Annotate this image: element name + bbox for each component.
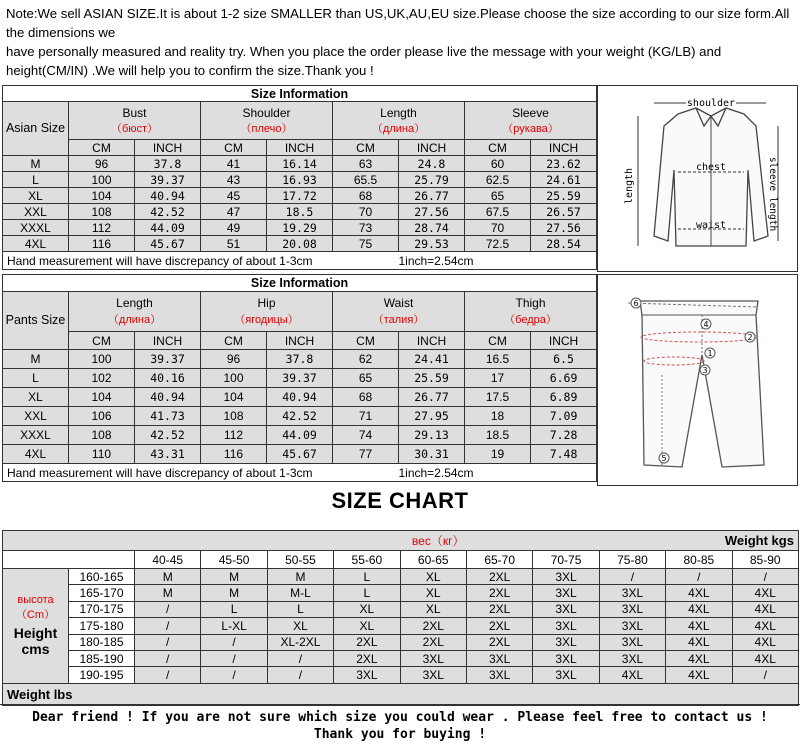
size-recommendation-cell: /: [732, 569, 798, 585]
value-cell: 49: [201, 220, 267, 236]
value-cell: 17.5: [465, 388, 531, 407]
value-cell: 70: [465, 220, 531, 236]
value-cell: 26.77: [399, 188, 465, 204]
size-recommendation-cell: 3XL: [400, 650, 466, 666]
table-row: [3, 236, 597, 252]
table-row: [3, 369, 597, 388]
pants-marker-4: 4: [703, 320, 709, 329]
size-recommendation-cell: /: [201, 667, 267, 683]
value-cell: 40.94: [135, 388, 201, 407]
table-row: [3, 156, 597, 172]
size-recommendation-cell: /: [135, 618, 201, 634]
table-row: [3, 188, 597, 204]
table-row: [3, 172, 597, 188]
size-recommendation-cell: L-XL: [201, 618, 267, 634]
pants-unit-row: CM INCH CM INCH CM INCH CM INCH: [3, 332, 597, 350]
size-recommendation-cell: 4XL: [666, 667, 732, 683]
value-cell: 47: [201, 204, 267, 220]
table-row: [3, 634, 799, 650]
size-recommendation-cell: M: [201, 569, 267, 585]
pants-marker-6: 6: [633, 299, 639, 308]
size-recommendation-cell: XL-2XL: [267, 634, 333, 650]
value-cell: 108: [69, 426, 135, 445]
table-row: [3, 618, 799, 634]
table-row: [3, 204, 597, 220]
weight-lbs-label: Weight lbs: [3, 683, 799, 705]
size-recommendation-cell: 4XL: [666, 618, 732, 634]
value-cell: 108: [201, 407, 267, 426]
value-cell: 104: [69, 388, 135, 407]
value-cell: 70: [333, 204, 399, 220]
value-cell: 51: [201, 236, 267, 252]
value-cell: 25.59: [531, 188, 597, 204]
size-recommendation-cell: M: [201, 585, 267, 601]
waist-label: waist: [695, 220, 727, 231]
pants-size-table: [2, 274, 597, 482]
size-recommendation-cell: 4XL: [666, 601, 732, 617]
table-row: [3, 650, 799, 666]
contact-message: [0, 704, 800, 747]
size-recommendation-cell: 4XL: [732, 650, 798, 666]
size-recommendation-cell: XL: [400, 601, 466, 617]
table-row: [3, 388, 597, 407]
weight-range-cell: 45-50: [201, 551, 267, 569]
weight-range-cell: 65-70: [466, 551, 532, 569]
pants-diagram: [597, 274, 798, 486]
value-cell: 102: [69, 369, 135, 388]
size-recommendation-cell: /: [267, 650, 333, 666]
value-cell: 42.52: [135, 426, 201, 445]
size-recommendation-cell: /: [599, 569, 665, 585]
size-recommendation-cell: XL: [267, 618, 333, 634]
bust-header: Bust （бюст）: [69, 102, 201, 140]
asian-size-header: Asian Size: [3, 102, 69, 156]
value-cell: 96: [201, 350, 267, 369]
size-recommendation-cell: 2XL: [400, 634, 466, 650]
weight-range-cell: 40-45: [135, 551, 201, 569]
size-cell: M: [3, 156, 69, 172]
weight-range-cell: 60-65: [400, 551, 466, 569]
size-recommendation-cell: 3XL: [599, 585, 665, 601]
value-cell: 65: [333, 369, 399, 388]
value-cell: 16.5: [465, 350, 531, 369]
value-cell: 104: [69, 188, 135, 204]
table-row: [3, 585, 799, 601]
value-cell: 45: [201, 188, 267, 204]
value-cell: 71: [333, 407, 399, 426]
table-row: [3, 407, 597, 426]
weight-range-cell: 50-55: [267, 551, 333, 569]
size-cell: XXXL: [3, 426, 69, 445]
table-row: [3, 601, 799, 617]
size-recommendation-cell: 3XL: [599, 601, 665, 617]
value-cell: 28.54: [531, 236, 597, 252]
weight-range-cell: 80-85: [666, 551, 732, 569]
value-cell: 63: [333, 156, 399, 172]
size-recommendation-cell: /: [135, 667, 201, 683]
value-cell: 23.62: [531, 156, 597, 172]
value-cell: 77: [333, 445, 399, 464]
size-recommendation-cell: 4XL: [666, 650, 732, 666]
size-recommendation-cell: 2XL: [334, 634, 400, 650]
shoulder-label: shoulder: [686, 98, 736, 109]
size-recommendation-cell: /: [201, 650, 267, 666]
value-cell: 18: [465, 407, 531, 426]
value-cell: 24.41: [399, 350, 465, 369]
table-row: [3, 569, 799, 585]
pants-size-header: Pants Size: [3, 292, 69, 350]
pants-marker-2: 2: [747, 333, 753, 342]
shirt-table-title: Size Information: [3, 86, 597, 102]
size-note: [0, 0, 800, 85]
value-cell: 116: [201, 445, 267, 464]
size-recommendation-cell: XL: [400, 569, 466, 585]
pants-marker-5: 5: [661, 454, 667, 463]
size-cell: XXL: [3, 407, 69, 426]
chest-label: chest: [695, 162, 727, 173]
waist-header: Waist （талия）: [333, 292, 465, 332]
value-cell: 37.8: [267, 350, 333, 369]
value-cell: 37.8: [135, 156, 201, 172]
value-cell: 100: [201, 369, 267, 388]
value-cell: 27.56: [531, 220, 597, 236]
size-recommendation-cell: 3XL: [533, 667, 599, 683]
size-cell: L: [3, 369, 69, 388]
weight-range-cell: 55-60: [334, 551, 400, 569]
size-recommendation-cell: 4XL: [666, 585, 732, 601]
value-cell: 26.57: [531, 204, 597, 220]
size-recommendation-cell: 3XL: [599, 634, 665, 650]
size-recommendation-cell: 3XL: [533, 601, 599, 617]
contact-line-1: Dear friend ! If you are not sure which size you could wear . Please feel free to contact us !: [32, 710, 768, 725]
table-row: [3, 350, 597, 369]
value-cell: 29.13: [399, 426, 465, 445]
size-recommendation-cell: M: [267, 569, 333, 585]
table-row: [3, 220, 597, 236]
size-recommendation-cell: 3XL: [599, 618, 665, 634]
weight-range-cell: 75-80: [599, 551, 665, 569]
weight-header-row: [3, 551, 799, 569]
size-recommendation-cell: M: [135, 569, 201, 585]
value-cell: 7.09: [531, 407, 597, 426]
size-recommendation-cell: 2XL: [400, 618, 466, 634]
size-recommendation-cell: XL: [334, 601, 400, 617]
value-cell: 16.14: [267, 156, 333, 172]
size-recommendation-cell: 3XL: [599, 650, 665, 666]
value-cell: 104: [201, 388, 267, 407]
value-cell: 75: [333, 236, 399, 252]
value-cell: 7.28: [531, 426, 597, 445]
value-cell: 74: [333, 426, 399, 445]
size-recommendation-cell: 2XL: [334, 650, 400, 666]
value-cell: 68: [333, 388, 399, 407]
size-recommendation-cell: 2XL: [466, 569, 532, 585]
shirt-table-footer: Hand measurement will have discrepancy of about 1-3cm 1inch=2.54cm: [3, 252, 597, 270]
ves-label: вес（кг）: [135, 531, 467, 551]
size-recommendation-cell: L: [201, 601, 267, 617]
value-cell: 108: [69, 204, 135, 220]
value-cell: 116: [69, 236, 135, 252]
value-cell: 110: [69, 445, 135, 464]
value-cell: 39.37: [267, 369, 333, 388]
size-recommendation-cell: 4XL: [732, 601, 798, 617]
value-cell: 40.94: [267, 388, 333, 407]
size-cell: 4XL: [3, 236, 69, 252]
value-cell: 45.67: [135, 236, 201, 252]
value-cell: 6.5: [531, 350, 597, 369]
height-range-cell: 165-170: [69, 585, 135, 601]
value-cell: 19: [465, 445, 531, 464]
weight-kgs-label: Weight kgs: [466, 531, 798, 551]
size-cell: M: [3, 350, 69, 369]
value-cell: 7.48: [531, 445, 597, 464]
value-cell: 30.31: [399, 445, 465, 464]
sleeve-length-label: sleeve length: [767, 156, 778, 232]
size-recommendation-cell: /: [267, 667, 333, 683]
value-cell: 100: [69, 350, 135, 369]
size-recommendation-cell: 3XL: [533, 569, 599, 585]
value-cell: 19.29: [267, 220, 333, 236]
value-cell: 72.5: [465, 236, 531, 252]
height-range-cell: 170-175: [69, 601, 135, 617]
size-recommendation-cell: 3XL: [533, 650, 599, 666]
height-range-cell: 180-185: [69, 634, 135, 650]
size-cell: XL: [3, 388, 69, 407]
size-recommendation-cell: 3XL: [466, 667, 532, 683]
thigh-header: Thigh （бедра）: [465, 292, 597, 332]
shirt-unit-row: CM INCH CM INCH CM INCH CM INCH: [3, 140, 597, 156]
value-cell: 17: [465, 369, 531, 388]
height-range-cell: 185-190: [69, 650, 135, 666]
size-recommendation-cell: 3XL: [533, 585, 599, 601]
value-cell: 62.5: [465, 172, 531, 188]
value-cell: 45.67: [267, 445, 333, 464]
value-cell: 68: [333, 188, 399, 204]
weight-height-table: [2, 530, 799, 706]
value-cell: 112: [201, 426, 267, 445]
size-recommendation-cell: M-L: [267, 585, 333, 601]
table-row: [3, 426, 597, 445]
size-recommendation-cell: XL: [400, 585, 466, 601]
size-recommendation-cell: 3XL: [334, 667, 400, 683]
shoulder-header: Shoulder （плечо）: [201, 102, 333, 140]
size-recommendation-cell: 3XL: [533, 634, 599, 650]
shirt-size-table: [2, 85, 597, 270]
size-recommendation-cell: 2XL: [466, 618, 532, 634]
size-recommendation-cell: 2XL: [466, 634, 532, 650]
height-label-cell: высота （Cm） Height cms: [3, 569, 69, 684]
weight-range-cell: 70-75: [533, 551, 599, 569]
weight-range-cell: 85-90: [732, 551, 798, 569]
size-recommendation-cell: 4XL: [732, 585, 798, 601]
size-cell: XXL: [3, 204, 69, 220]
size-recommendation-cell: M: [135, 585, 201, 601]
value-cell: 26.77: [399, 388, 465, 407]
size-recommendation-cell: 3XL: [466, 650, 532, 666]
size-recommendation-cell: 4XL: [732, 634, 798, 650]
height-range-cell: 190-195: [69, 667, 135, 683]
pants-length-header: Length （длина）: [69, 292, 201, 332]
value-cell: 18.5: [267, 204, 333, 220]
value-cell: 41.73: [135, 407, 201, 426]
size-recommendation-cell: 4XL: [599, 667, 665, 683]
sleeve-header: Sleeve （рукава）: [465, 102, 597, 140]
height-range-cell: 175-180: [69, 618, 135, 634]
value-cell: 43.31: [135, 445, 201, 464]
value-cell: 44.09: [135, 220, 201, 236]
length-label: length: [624, 167, 635, 205]
value-cell: 60: [465, 156, 531, 172]
size-cell: L: [3, 172, 69, 188]
pants-marker-1: 1: [707, 349, 713, 358]
value-cell: 65.5: [333, 172, 399, 188]
value-cell: 96: [69, 156, 135, 172]
value-cell: 28.74: [399, 220, 465, 236]
size-recommendation-cell: /: [135, 634, 201, 650]
value-cell: 27.95: [399, 407, 465, 426]
value-cell: 73: [333, 220, 399, 236]
value-cell: 24.8: [399, 156, 465, 172]
value-cell: 29.53: [399, 236, 465, 252]
size-recommendation-cell: L: [267, 601, 333, 617]
pants-table-footer: Hand measurement will have discrepancy of about 1-3cm 1inch=2.54cm: [3, 464, 597, 482]
size-recommendation-cell: /: [732, 667, 798, 683]
value-cell: 25.59: [399, 369, 465, 388]
value-cell: 39.37: [135, 172, 201, 188]
value-cell: 16.93: [267, 172, 333, 188]
value-cell: 67.5: [465, 204, 531, 220]
size-recommendation-cell: 2XL: [466, 585, 532, 601]
size-recommendation-cell: /: [135, 601, 201, 617]
value-cell: 44.09: [267, 426, 333, 445]
value-cell: 41: [201, 156, 267, 172]
value-cell: 20.08: [267, 236, 333, 252]
size-recommendation-cell: /: [201, 634, 267, 650]
note-line-2: have personally measured and reality try. When you place the order please live the message with your weight (KG/LB) and height(CM/IN) .We will help you to confirm the size.Thank you !: [6, 44, 722, 78]
value-cell: 18.5: [465, 426, 531, 445]
size-cell: 4XL: [3, 445, 69, 464]
value-cell: 24.61: [531, 172, 597, 188]
size-recommendation-cell: 2XL: [466, 601, 532, 617]
value-cell: 65: [465, 188, 531, 204]
value-cell: 6.69: [531, 369, 597, 388]
size-cell: XL: [3, 188, 69, 204]
shirt-diagram: [597, 85, 798, 272]
value-cell: 40.16: [135, 369, 201, 388]
table-row: [3, 445, 597, 464]
value-cell: 40.94: [135, 188, 201, 204]
size-recommendation-cell: 4XL: [666, 634, 732, 650]
value-cell: 112: [69, 220, 135, 236]
contact-line-2: Thank you for buying !: [313, 727, 487, 742]
size-recommendation-cell: L: [334, 569, 400, 585]
pants-table-title: Size Information: [3, 275, 597, 292]
note-line-1: Note:We sell ASIAN SIZE.It is about 1-2 size SMALLER than US,UK,AU,EU size.Please choose the size according to our size form.All the dimensions we: [6, 6, 790, 40]
height-range-cell: 160-165: [69, 569, 135, 585]
size-recommendation-cell: /: [135, 650, 201, 666]
value-cell: 42.52: [267, 407, 333, 426]
size-recommendation-cell: 3XL: [400, 667, 466, 683]
value-cell: 6.89: [531, 388, 597, 407]
value-cell: 100: [69, 172, 135, 188]
value-cell: 25.79: [399, 172, 465, 188]
value-cell: 43: [201, 172, 267, 188]
value-cell: 62: [333, 350, 399, 369]
value-cell: 42.52: [135, 204, 201, 220]
value-cell: 39.37: [135, 350, 201, 369]
size-chart-title: SIZE CHART: [331, 488, 469, 513]
value-cell: 27.56: [399, 204, 465, 220]
pants-marker-3: 3: [702, 366, 708, 375]
value-cell: 17.72: [267, 188, 333, 204]
table-row: [3, 667, 799, 683]
size-recommendation-cell: L: [334, 585, 400, 601]
value-cell: 106: [69, 407, 135, 426]
size-recommendation-cell: 4XL: [732, 618, 798, 634]
hip-header: Hip （ягодицы）: [201, 292, 333, 332]
size-cell: XXXL: [3, 220, 69, 236]
size-recommendation-cell: /: [666, 569, 732, 585]
length-header: Length （длина）: [333, 102, 465, 140]
size-recommendation-cell: XL: [334, 618, 400, 634]
size-recommendation-cell: 3XL: [533, 618, 599, 634]
